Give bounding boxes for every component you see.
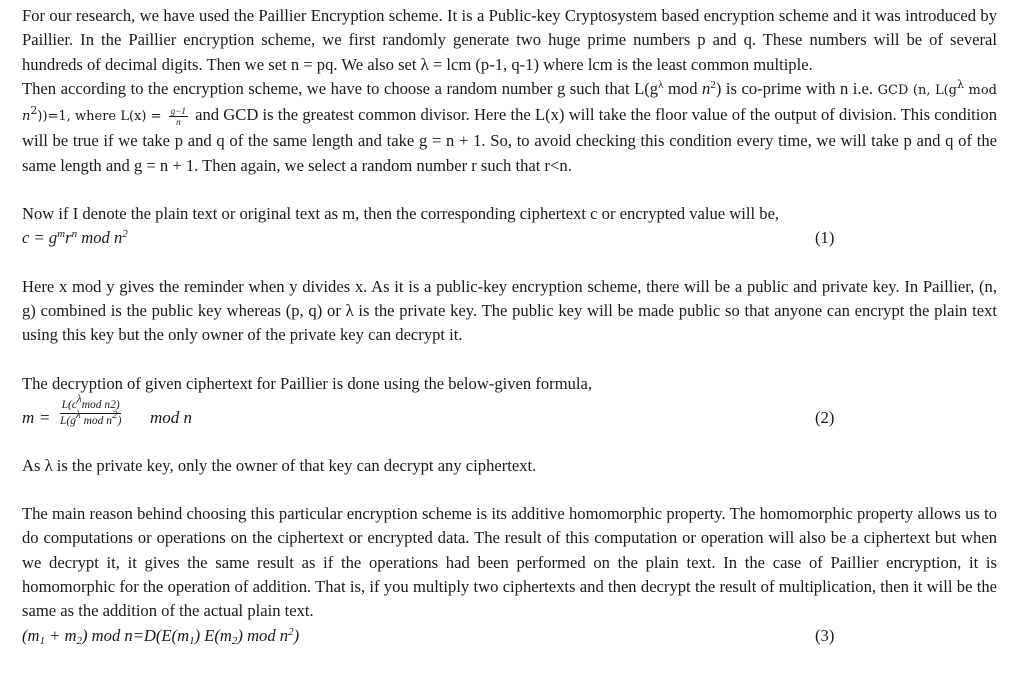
- paragraph-decryption: The decryption of given ciphertext for Paillier is done using the below-given formula,: [22, 373, 593, 393]
- equation-number-1: (1): [815, 228, 835, 248]
- paragraph-homomorphic: The main reason behind choosing this particular encryption scheme is its additive homomorphic property. The homomorphic property allows us to do computations or operations on the ciphertext or encrypted data. The result of this computation or operation will also be a ciphertext but when we decrypt it, it gives the same result as if the operations had been performed on the plain text. In the case of Paillier encryption, it is homomorphic for the operation of addition. That is, if you multiply two ciphertexts and then decrypt the result of multiplication, then it will be the same as the addition of the actual plain text.: [22, 504, 997, 621]
- paragraph-private-key: As λ is the private key, only the owner of that key can decrypt any ciphertext.: [22, 455, 537, 475]
- equation-number-2: (2): [815, 407, 835, 427]
- equation-number-3: (3): [815, 625, 835, 645]
- equation-1: $c = g^mr^n$ mod $n^2$ (1): [22, 226, 997, 250]
- paragraph-plaintext: Now if I denote the plain text or original text as m, then the corresponding ciphertext c or encrypted value will be,: [22, 204, 780, 224]
- l-function-fraction: $\frac{g-1}{n}$: [170, 105, 186, 127]
- equation-2: m = $L(c^\lambda mod$ n2) $L(g^\lambda$ mod $n^2$) mod n (2): [22, 392, 835, 427]
- paragraph-public-key: Here x mod y gives the reminder when y divides x. As it is a public-key encryption scheme, there will be a public and private key. In Paillier, (n, g) combined is the public key whereas (p, q) or λ is the private key. The public key will be made public so that anyone can encrypt the plain text using this key but the only owner of the private key can decrypt it.: [22, 276, 997, 345]
- document-page: [22, 4, 997, 648]
- paragraph-intro: For our research, we have used the Paillier Encryption scheme. It is a Public-key Cryptosystem based encryption scheme and it was introduced by Paillier. In the Paillier encryption scheme, we first randomly generate two huge prime numbers p and q. These numbers will be of several hundreds of decimal digits. Then we set n = pq. We also set λ = lcm (p-1, q-1) where lcm is the least common multiple.: [22, 6, 997, 74]
- equation-3: $(m_1 + m_2)$ mod $n=D(E(m_1)$ $E(m_2)$ mod $n^2$) (3): [22, 625, 835, 647]
- decryption-fraction: $L(c^\lambda mod$ n2) $L(g^\lambda$ mod $n^2$): [60, 392, 122, 427]
- paragraph-key-generation: Then according to the encryption scheme, we have to choose a random number g such that $L(g^\lambda$ mod $n^2$) is co-prime with n i.e. GCD (n, $L(g^\lambda$ mod $n^2))=1$, where L(x) = $\frac{g-1}{n}$ and GCD is the greatest common divisor. Here the L(x) will take the floor value of the output of division. This condition will be true if we take p and q of the same length and take g = n + 1. So, to avoid checking this condition every time, we will take p and q of the same length and g = n + 1. Then again, we select a random number r such that r<n.: [22, 77, 997, 175]
